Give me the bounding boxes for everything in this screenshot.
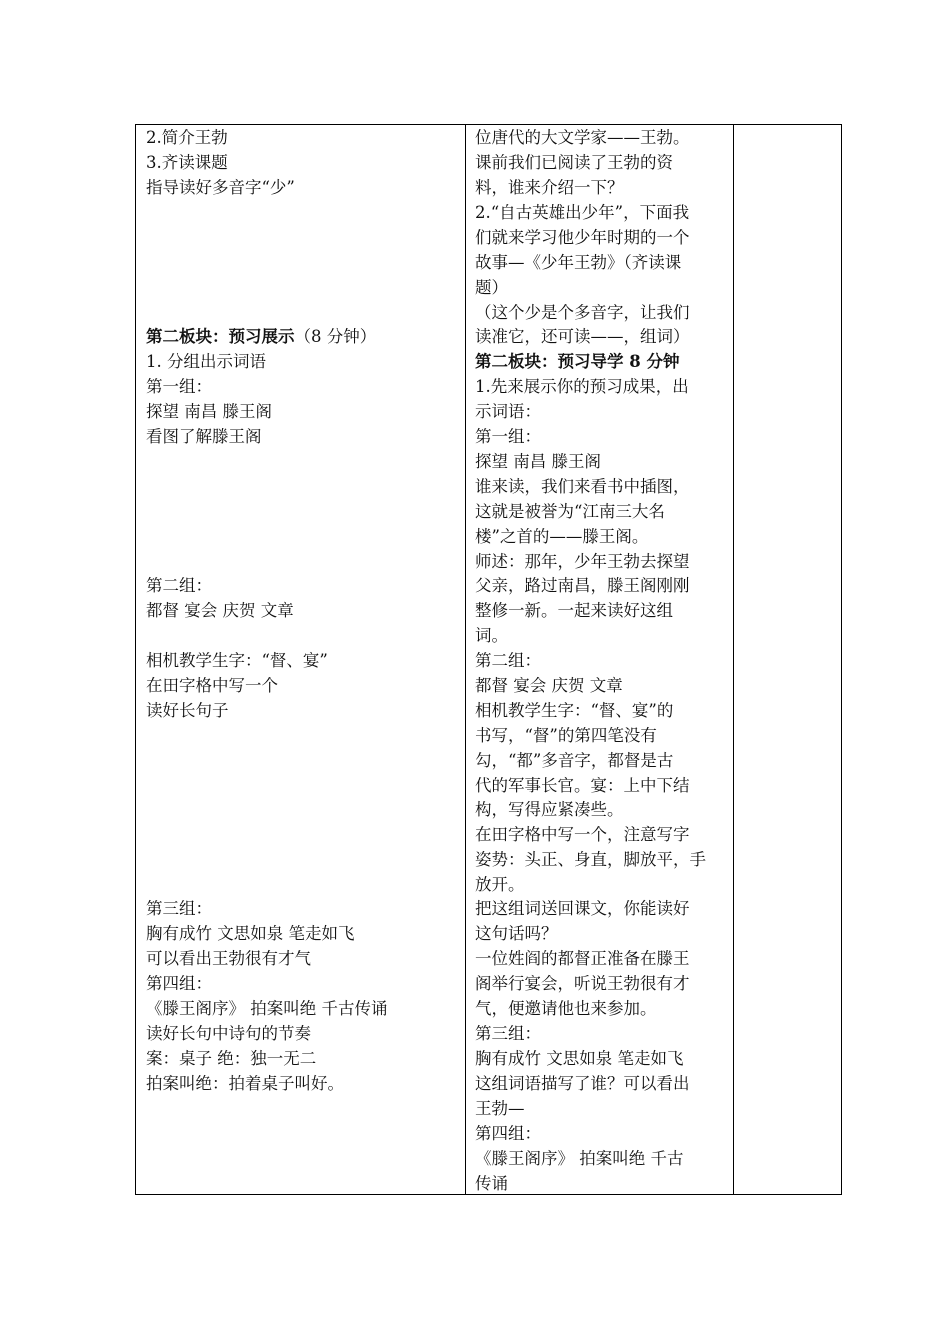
- text-line: 代的军事长官。宴：上中下结: [475, 776, 690, 795]
- text-line: 看图了解滕王阁: [146, 427, 262, 446]
- text-line: 词。: [475, 626, 508, 645]
- text-line: （这个少是个多音字，让我们: [475, 303, 690, 322]
- text-line: 第三组：: [146, 899, 212, 918]
- text-line: 第二组：: [475, 651, 541, 670]
- text-line: 示词语：: [475, 402, 541, 421]
- notes-content: [734, 125, 841, 1194]
- text-line: 楼”之首的——滕王阁。: [475, 527, 649, 546]
- text-line: 师述：那年，少年王勃去探望: [475, 552, 690, 571]
- text-line: 胸有成竹 文思如泉 笔走如飞: [475, 1049, 684, 1068]
- text-line: 可以看出王勃很有才气: [146, 949, 311, 968]
- text-line: 气，便邀请他也来参加。: [475, 999, 657, 1018]
- text-line: 1. 分组出示词语: [146, 352, 266, 371]
- table-row: [136, 125, 842, 1195]
- text-line: 这句话吗？: [475, 924, 558, 943]
- text-line: 相机教学生字：“督、宴”的: [475, 701, 674, 720]
- text-line: 料，谁来介绍一下？: [475, 178, 624, 197]
- text-line: 胸有成竹 文思如泉 笔走如飞: [146, 924, 355, 943]
- text-line: 放开。: [475, 875, 525, 894]
- text-line: 都督 宴会 庆贺 文章: [475, 676, 623, 695]
- text-line: 读好长句中诗句的节奏: [146, 1024, 311, 1043]
- text-line: 第三组：: [475, 1024, 541, 1043]
- text-line: 探望 南昌 滕王阁: [475, 452, 601, 471]
- text-line: 传诵: [475, 1174, 508, 1193]
- text-line: 构，写得应紧凑些。: [475, 800, 624, 819]
- notes-cell: [734, 125, 842, 1195]
- text-line: 第四组：: [475, 1124, 541, 1143]
- text-line: 书写，“督”的第四笔没有: [475, 726, 657, 745]
- text-line: 读好长句子: [146, 701, 229, 720]
- text-line: 相机教学生字：“督、宴”: [146, 651, 328, 670]
- section-duration: （8 分钟）: [294, 327, 377, 346]
- text-line: [146, 324, 376, 349]
- text-line: 指导读好多音字“少”: [146, 178, 295, 197]
- teaching-steps-cell: [136, 125, 466, 1195]
- text-line: 第四组：: [146, 974, 212, 993]
- text-line: 姿势：头正、身直，脚放平，手: [475, 850, 706, 869]
- text-line: 探望 南昌 滕王阁: [146, 402, 272, 421]
- text-line: 勾，“都”多音字，都督是古: [475, 751, 674, 770]
- teaching-steps-content: [136, 125, 465, 1194]
- text-line: 都督 宴会 庆贺 文章: [146, 601, 294, 620]
- text-line: 课前我们已阅读了王勃的资: [475, 153, 673, 172]
- section-heading: 第二板块：预习展示: [146, 327, 295, 346]
- text-line: 王勃—: [475, 1099, 525, 1118]
- text-line: 一位姓阎的都督正准备在滕王: [475, 949, 690, 968]
- text-line: 整修一新。一起来读好这组: [475, 601, 673, 620]
- text-line: 2.“自古英雄出少年”，下面我: [475, 203, 690, 222]
- text-line: 第一组：: [146, 377, 212, 396]
- text-line: 位唐代的大文学家——王勃。: [475, 128, 690, 147]
- teacher-activity-cell: [466, 125, 734, 1195]
- text-line: 在田字格中写一个，注意写字: [475, 825, 690, 844]
- text-line: 这组词语描写了谁？可以看出: [475, 1074, 690, 1093]
- teacher-activity-content: [466, 125, 733, 1194]
- text-line: 这就是被誉为“江南三大名: [475, 502, 665, 521]
- text-line: 读准它，还可读——，组词）: [475, 327, 690, 346]
- text-line: 故事—《少年王勃》（齐读课: [475, 253, 682, 272]
- text-line: 《滕王阁序》 拍案叫绝 千古传诵: [146, 999, 388, 1018]
- text-line: 阁举行宴会，听说王勃很有才: [475, 974, 690, 993]
- text-line: 在田字格中写一个: [146, 676, 278, 695]
- text-line: 案：桌子 绝：独一无二: [146, 1049, 317, 1068]
- section-heading: 第二板块：预习导学 8 分钟: [475, 352, 680, 371]
- text-line: 谁来读，我们来看书中插图，: [475, 477, 690, 496]
- text-line: 把这组词送回课文，你能读好: [475, 899, 690, 918]
- text-line: 题）: [475, 278, 508, 297]
- text-line: 第二组：: [146, 576, 212, 595]
- text-line: 第一组：: [475, 427, 541, 446]
- text-line: 父亲，路过南昌，滕王阁刚刚: [475, 576, 690, 595]
- text-line: 《滕王阁序》 拍案叫绝 千古: [475, 1149, 684, 1168]
- text-line: 2.简介王勃: [146, 128, 228, 147]
- text-line: 1.先来展示你的预习成果，出: [475, 377, 689, 396]
- text-line: [475, 349, 679, 374]
- lesson-plan-table: [135, 124, 842, 1195]
- text-line: 拍案叫绝：拍着桌子叫好。: [146, 1074, 344, 1093]
- text-line: 们就来学习他少年时期的一个: [475, 228, 690, 247]
- text-line: 3.齐读课题: [146, 153, 228, 172]
